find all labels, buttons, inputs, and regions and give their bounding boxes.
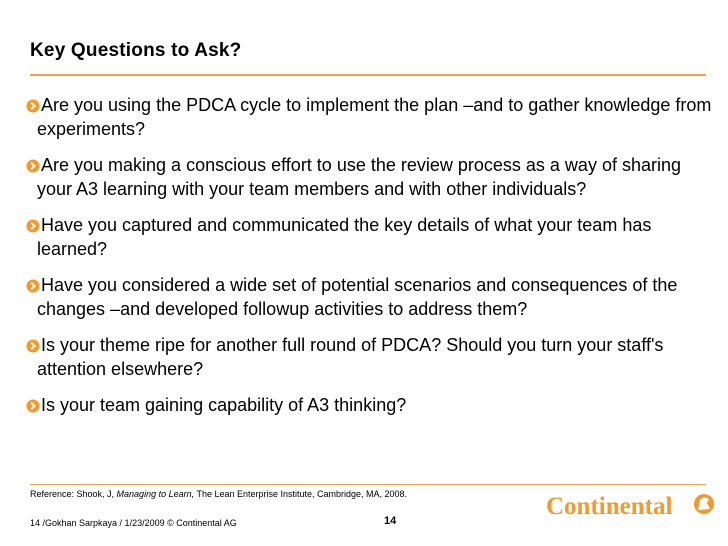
bullet-item: [26, 214, 716, 261]
title-divider: [30, 74, 706, 76]
bullet-list: [26, 94, 716, 431]
slide-title: Key Questions to Ask?: [30, 40, 242, 61]
bullet-item: [26, 154, 716, 201]
page-number: 14: [384, 515, 397, 527]
footer-divider: [30, 484, 706, 485]
bullet-chevron-icon: [26, 339, 40, 353]
horse-emblem-icon: [694, 494, 714, 514]
bullet-chevron-icon: [26, 99, 40, 113]
bullet-text: Are you using the PDCA cycle to implement the plan –and to gather knowledge from experiments?: [37, 95, 712, 139]
bullet-text: Is your theme ripe for another full round of PDCA? Should you turn your staff's attention elsewhere?: [37, 335, 664, 379]
bullet-item: [26, 94, 716, 141]
bullet-chevron-icon: [26, 159, 40, 173]
continental-logo: [544, 490, 716, 520]
bullet-chevron-icon: [26, 399, 40, 413]
reference-suffix: The Lean Enterprise Institute, Cambridge, MA, 2008.: [194, 489, 408, 499]
footer-info: 14 /Gokhan Sarpkaya / 1/23/2009 © Continental AG: [30, 518, 237, 528]
bullet-text: Are you making a conscious effort to use the review process as a way of sharing your A3 learning with your team members and with other individuals?: [37, 155, 681, 199]
bullet-text: Is your team gaining capability of A3 thinking?: [41, 395, 407, 415]
reference-note: [30, 489, 407, 499]
bullet-item: [26, 394, 716, 418]
bullet-text: Have you considered a wide set of potential scenarios and consequences of the changes –and developed followup activities to address them?: [37, 275, 678, 319]
bullet-text: Have you captured and communicated the key details of what your team has learned?: [37, 215, 652, 259]
bullet-item: [26, 274, 716, 321]
bullet-item: [26, 334, 716, 381]
reference-book-title: Managing to Learn,: [116, 489, 195, 499]
bullet-chevron-icon: [26, 279, 40, 293]
reference-prefix: Reference: Shook, J,: [30, 489, 117, 499]
bullet-chevron-icon: [26, 219, 40, 233]
logo-text: Continental: [546, 493, 673, 520]
